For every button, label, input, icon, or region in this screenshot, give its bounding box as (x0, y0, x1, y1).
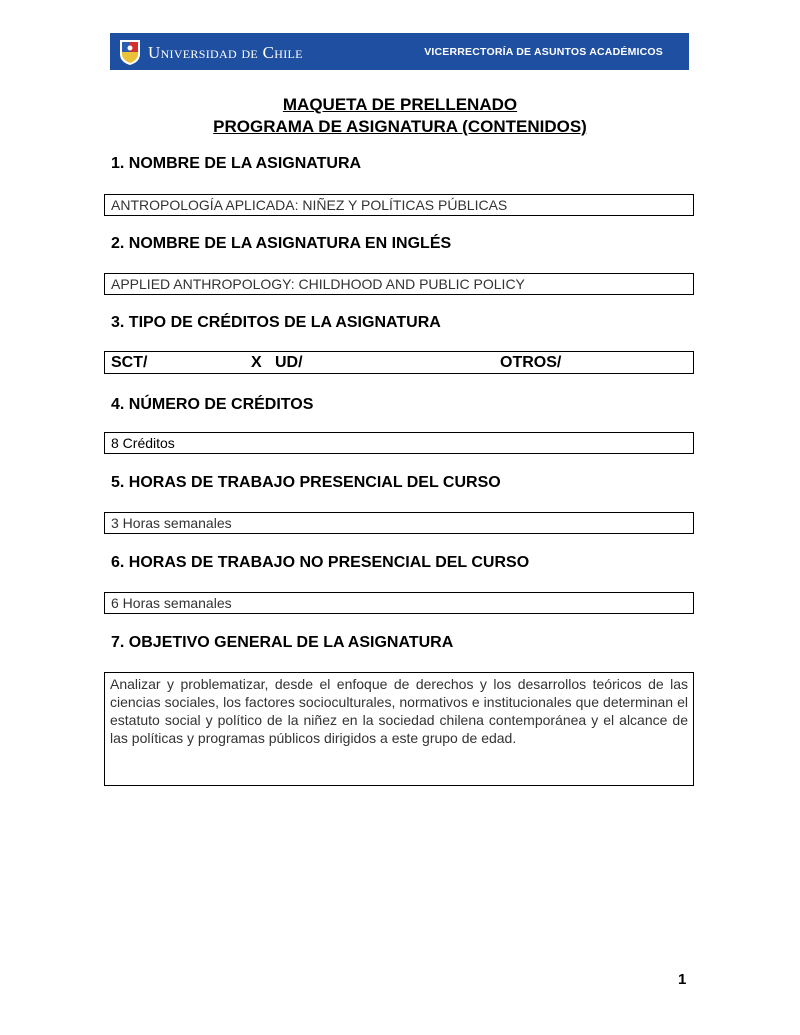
section-5-heading: 5. HORAS DE TRABAJO PRESENCIAL DEL CURSO (111, 474, 501, 491)
page-number: 1 (678, 971, 687, 988)
credit-type-otros: OTROS/ (500, 354, 562, 371)
course-name-english-field: APPLIED ANTHROPOLOGY: CHILDHOOD AND PUBLIC POLICY (104, 273, 694, 295)
section-3-heading: 3. TIPO DE CRÉDITOS DE LA ASIGNATURA (111, 314, 441, 331)
credit-count-field: 8 Créditos (104, 432, 694, 454)
vicerrectoria-label: VICERRECTORÍA DE ASUNTOS ACADÉMICOS (424, 45, 663, 58)
document-title-line2: PROGRAMA DE ASIGNATURA (CONTENIDOS) (213, 117, 587, 136)
section-6-heading: 6. HORAS DE TRABAJO NO PRESENCIAL DEL CURSO (111, 554, 530, 571)
section-7-heading: 7. OBJETIVO GENERAL DE LA ASIGNATURA (111, 634, 454, 651)
header-banner (110, 33, 689, 70)
presential-hours-field: 3 Horas semanales (104, 512, 694, 534)
credit-type-selected-mark: X (251, 354, 262, 371)
general-objective-field: Analizar y problematizar, desde el enfoque de derechos y los desarrollos teóricos de las ciencias sociales, los factores socioculturales, normativos e institucionales que determinan el estatuto social y político de la niñez en la sociedad chilena contemporánea y el alcance de las políticas y programas públicos dirigidos a este grupo de edad. (104, 672, 694, 786)
section-1-heading: 1. NOMBRE DE LA ASIGNATURA (111, 155, 362, 172)
document-title-line1: MAQUETA DE PRELLENADO (282, 95, 518, 114)
credit-type-ud: UD/ (275, 354, 303, 371)
course-name-field: ANTROPOLOGÍA APLICADA: NIÑEZ Y POLÍTICAS PÚBLICAS (104, 194, 694, 216)
section-4-heading: 4. NÚMERO DE CRÉDITOS (111, 396, 314, 413)
university-crest-icon (118, 38, 142, 66)
credit-type-sct: SCT/ (111, 354, 148, 371)
section-2-heading: 2. NOMBRE DE LA ASIGNATURA EN INGLÉS (111, 235, 452, 252)
credit-type-field (104, 351, 694, 374)
university-name: Universidad de Chile (148, 42, 303, 62)
non-presential-hours-field: 6 Horas semanales (104, 592, 694, 614)
